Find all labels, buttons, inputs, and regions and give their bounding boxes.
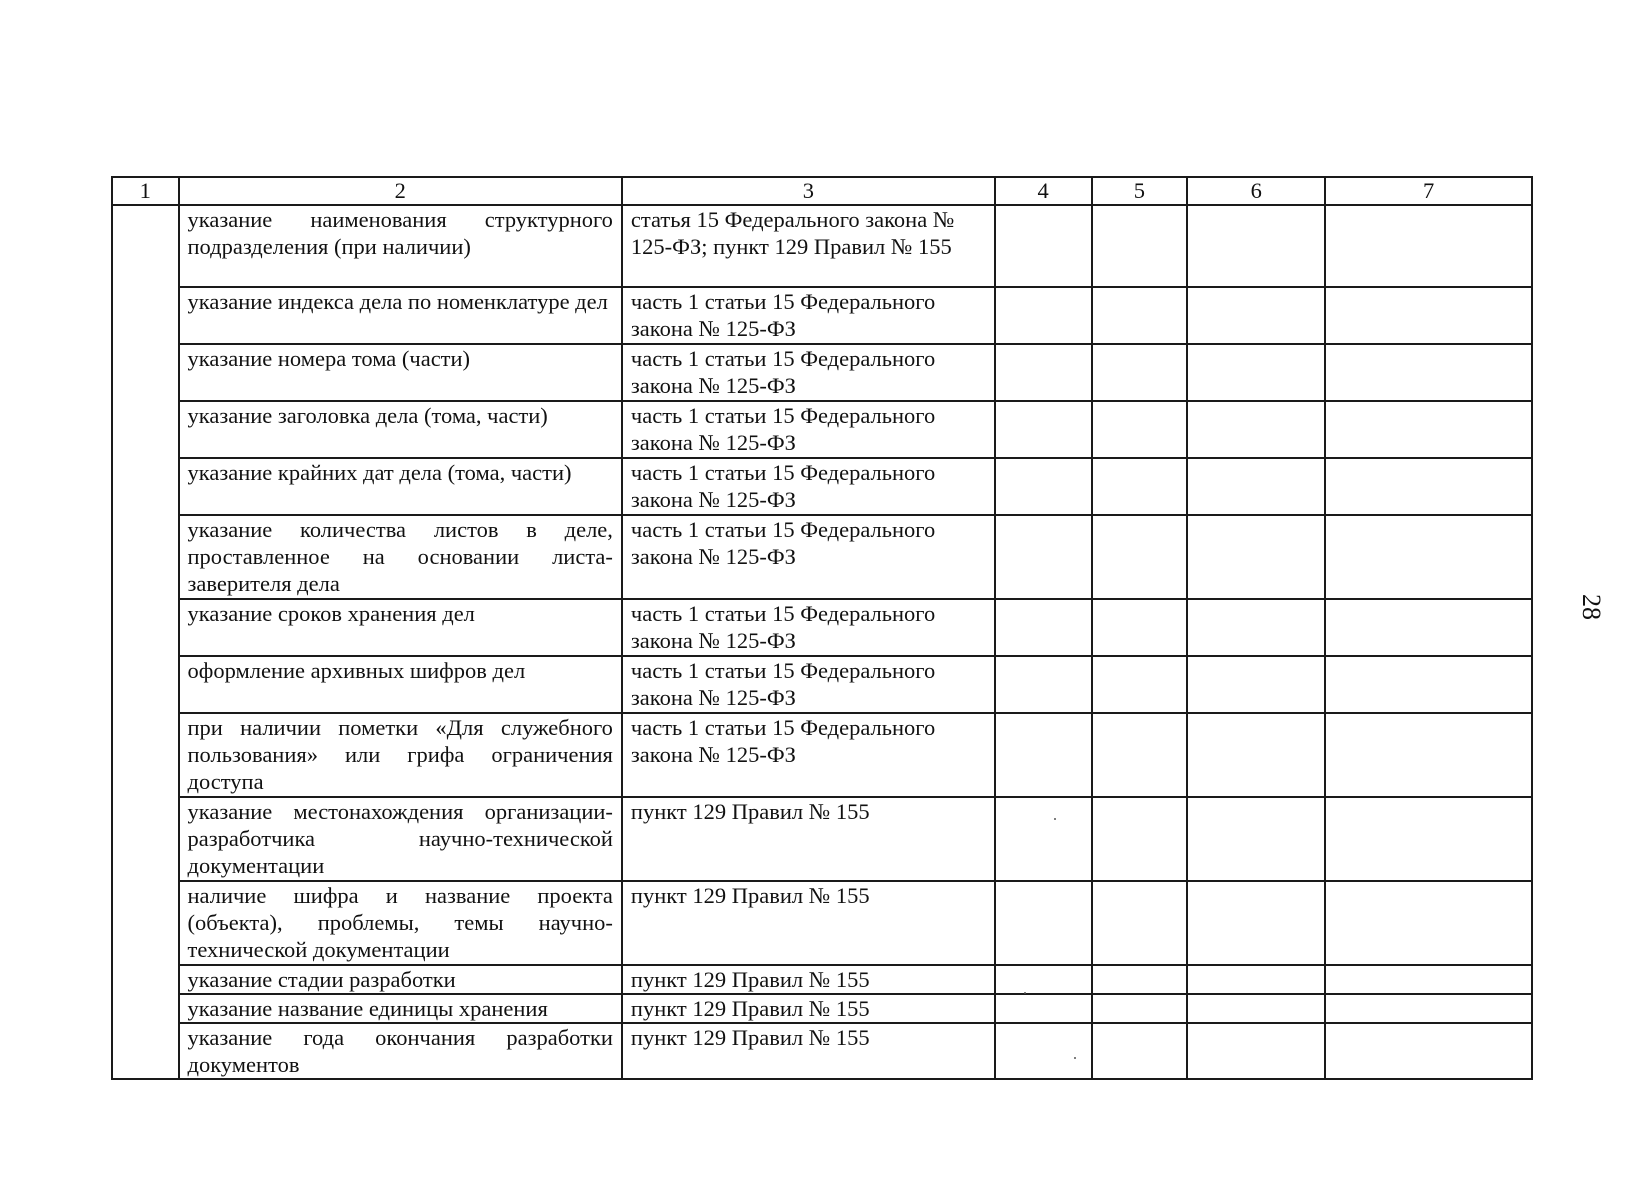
row-number-cell [112,515,179,599]
column-4-cell [995,994,1092,1023]
column-5-cell [1092,713,1188,797]
column-6-cell [1187,1023,1325,1079]
column-7-cell [1325,994,1532,1023]
legal-basis-cell: часть 1 статьи 15 Федерального закона № 125-ФЗ [622,515,995,599]
table-row [112,344,1532,401]
scan-speck [1074,1057,1076,1059]
column-header: 7 [1325,177,1532,205]
row-number-cell [112,965,179,994]
column-7-cell [1325,1023,1532,1079]
table-row [112,965,1532,994]
column-7-cell [1325,287,1532,344]
legal-basis-cell: статья 15 Федерального закона № 125-ФЗ; пункт 129 Правил № 155 [622,205,995,287]
column-header: 1 [112,177,179,205]
table-row [112,881,1532,965]
column-6-cell [1187,344,1325,401]
column-6-cell [1187,656,1325,713]
table-row [112,599,1532,656]
column-7-cell [1325,458,1532,515]
scan-speck [1024,992,1026,994]
column-header: 2 [179,177,622,205]
column-7-cell [1325,713,1532,797]
row-number-cell [112,287,179,344]
row-number-cell [112,881,179,965]
column-7-cell [1325,401,1532,458]
row-number-cell [112,599,179,656]
column-5-cell [1092,344,1188,401]
table-row [112,205,1532,287]
column-5-cell [1092,599,1188,656]
table-row [112,797,1532,881]
column-4-cell [995,458,1092,515]
column-5-cell [1092,401,1188,458]
table-row [112,656,1532,713]
column-5-cell [1092,287,1188,344]
requirements-table [111,176,1533,1080]
column-7-cell [1325,599,1532,656]
requirement-cell: указание местонахождения организации-разработчика научно-технической документации [179,797,622,881]
column-7-cell [1325,205,1532,287]
column-5-cell [1092,797,1188,881]
column-7-cell [1325,797,1532,881]
table-body [112,205,1532,1079]
row-number-cell [112,1023,179,1079]
column-6-cell [1187,458,1325,515]
row-number-cell [112,344,179,401]
table-row [112,994,1532,1023]
legal-basis-cell: часть 1 статьи 15 Федерального закона № 125-ФЗ [622,599,995,656]
requirement-cell: указание наименования структурного подразделения (при наличии) [179,205,622,287]
table-row [112,713,1532,797]
page-number: 28 [1577,594,1606,620]
requirement-cell: указание заголовка дела (тома, части) [179,401,622,458]
column-6-cell [1187,797,1325,881]
column-5-cell [1092,458,1188,515]
column-header: 3 [622,177,995,205]
column-header: 6 [1187,177,1325,205]
requirement-cell: указание крайних дат дела (тома, части) [179,458,622,515]
scan-speck [1054,818,1056,820]
requirement-cell: указание стадии разработки [179,965,622,994]
column-5-cell [1092,515,1188,599]
table-row [112,401,1532,458]
legal-basis-cell: часть 1 статьи 15 Федерального закона № 125-ФЗ [622,401,995,458]
requirement-cell: указание название единицы хранения [179,994,622,1023]
row-number-cell [112,401,179,458]
column-4-cell [995,881,1092,965]
legal-basis-cell: пункт 129 Правил № 155 [622,1023,995,1079]
legal-basis-cell: часть 1 статьи 15 Федерального закона № 125-ФЗ [622,344,995,401]
column-4-cell [995,965,1092,994]
column-4-cell [995,205,1092,287]
column-header: 5 [1092,177,1188,205]
requirement-cell: при наличии пометки «Для служебного пользования» или грифа ограничения доступа [179,713,622,797]
legal-basis-cell: пункт 129 Правил № 155 [622,797,995,881]
requirement-cell: указание года окончания разработки документов [179,1023,622,1079]
column-7-cell [1325,656,1532,713]
column-7-cell [1325,515,1532,599]
row-number-cell [112,797,179,881]
row-number-cell [112,994,179,1023]
column-4-cell [995,797,1092,881]
legal-basis-cell: часть 1 статьи 15 Федерального закона № 125-ФЗ [622,287,995,344]
requirement-cell: указание индекса дела по номенклатуре дел [179,287,622,344]
table-row [112,1023,1532,1079]
column-7-cell [1325,344,1532,401]
column-4-cell [995,713,1092,797]
row-number-cell [112,458,179,515]
column-4-cell [995,1023,1092,1079]
legal-basis-cell: пункт 129 Правил № 155 [622,994,995,1023]
legal-basis-cell: часть 1 статьи 15 Федерального закона № 125-ФЗ [622,656,995,713]
row-number-cell [112,205,179,287]
column-6-cell [1187,287,1325,344]
requirement-cell: указание номера тома (части) [179,344,622,401]
requirement-cell: указание количества листов в деле, проставленное на основании листа-заверителя дела [179,515,622,599]
column-4-cell [995,656,1092,713]
legal-basis-cell: пункт 129 Правил № 155 [622,965,995,994]
column-4-cell [995,344,1092,401]
column-5-cell [1092,965,1188,994]
legal-basis-cell: часть 1 статьи 15 Федерального закона № 125-ФЗ [622,713,995,797]
column-6-cell [1187,599,1325,656]
column-7-cell [1325,881,1532,965]
row-number-cell [112,713,179,797]
column-5-cell [1092,205,1188,287]
requirement-cell: оформление архивных шифров дел [179,656,622,713]
column-6-cell [1187,401,1325,458]
column-5-cell [1092,656,1188,713]
legal-basis-cell: пункт 129 Правил № 155 [622,881,995,965]
column-6-cell [1187,881,1325,965]
row-number-cell [112,656,179,713]
column-5-cell [1092,881,1188,965]
requirement-cell: указание сроков хранения дел [179,599,622,656]
column-6-cell [1187,515,1325,599]
column-5-cell [1092,1023,1188,1079]
column-5-cell [1092,994,1188,1023]
column-4-cell [995,515,1092,599]
table-row [112,458,1532,515]
column-6-cell [1187,205,1325,287]
legal-basis-cell: часть 1 статьи 15 Федерального закона № 125-ФЗ [622,458,995,515]
column-6-cell [1187,994,1325,1023]
table-header [112,177,1532,205]
table-row [112,515,1532,599]
header-row [112,177,1532,205]
column-4-cell [995,287,1092,344]
column-4-cell [995,599,1092,656]
column-4-cell [995,401,1092,458]
table-row [112,287,1532,344]
column-header: 4 [995,177,1092,205]
column-6-cell [1187,713,1325,797]
requirement-cell: наличие шифра и название проекта (объекта), проблемы, темы научно-технической документации [179,881,622,965]
column-7-cell [1325,965,1532,994]
column-6-cell [1187,965,1325,994]
